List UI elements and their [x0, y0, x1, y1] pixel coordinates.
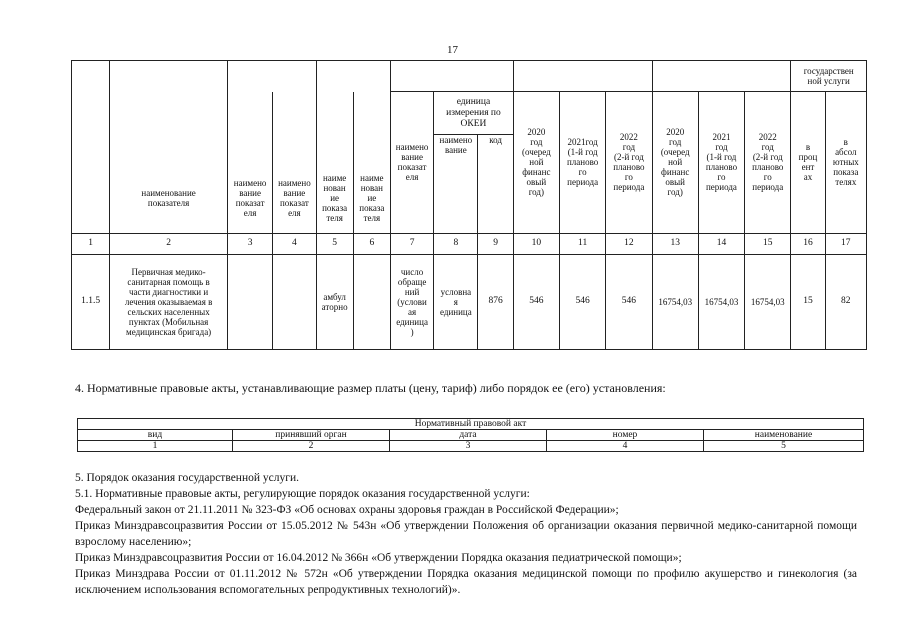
column-number: 3: [390, 441, 547, 452]
header-cell: в абсол ютных показа телях: [825, 92, 866, 234]
column-number: 5: [704, 441, 864, 452]
data-cell: условна я единица: [434, 254, 478, 349]
header-cell: 2022 год (2-й год планово го периода: [745, 92, 791, 234]
header-cell: [513, 61, 652, 92]
header-cell: [72, 61, 110, 92]
header-cell: дата: [390, 430, 547, 441]
column-number: 3: [227, 233, 272, 254]
header-cell: [110, 61, 228, 92]
header-cell: номер: [547, 430, 704, 441]
header-cell: [72, 92, 110, 135]
data-cell: 876: [478, 254, 513, 349]
header-cell: наимено вание: [434, 135, 478, 234]
section-4-title: 4. Нормативные правовые акты, устанавливающие размер платы (цену, тариф) либо порядок ее (его) установления:: [75, 381, 666, 395]
header-cell: [110, 135, 228, 163]
header-cell: [227, 135, 272, 163]
data-cell: [227, 254, 272, 349]
legal-acts-table-title: Нормативный правовой акт: [78, 419, 864, 430]
column-number: 7: [390, 233, 433, 254]
header-cell: 2020 год (очеред ной финанс овый год): [652, 92, 698, 234]
header-cell: [316, 61, 390, 92]
data-cell: число обраще ний (услови ая единица ): [390, 254, 433, 349]
header-cell: 2021 год (1-й год планово го периода: [698, 92, 744, 234]
column-number: 11: [559, 233, 605, 254]
legal-acts-table: [77, 418, 864, 452]
header-cell: наиме нован ие показа теля: [353, 163, 390, 234]
header-cell: наименование показателя: [110, 163, 228, 234]
header-cell: [72, 163, 110, 234]
column-number: 2: [233, 441, 390, 452]
header-cell: принявший орган: [233, 430, 390, 441]
column-number: 16: [791, 233, 825, 254]
header-cell: вид: [78, 430, 233, 441]
column-number: 14: [698, 233, 744, 254]
page-number: 17: [447, 44, 458, 56]
column-number: 12: [606, 233, 652, 254]
header-cell: [316, 92, 353, 135]
legal-act-line: Приказ Минздравсоцразвития России от 15.05.2012 № 543н «Об утверждении Положения об организации оказания первичной медико-санитарной помощи взрослому населению»;: [75, 520, 857, 548]
data-cell: 546: [513, 254, 559, 349]
data-cell: 15: [791, 254, 825, 349]
header-cell: [273, 92, 316, 135]
header-cell: [353, 92, 390, 135]
column-number: 15: [745, 233, 791, 254]
header-cell: наименование: [704, 430, 864, 441]
section-5-title: 5. Порядок оказания государственной услуги.: [75, 472, 299, 484]
data-cell: 82: [825, 254, 866, 349]
column-number: 13: [652, 233, 698, 254]
header-cell: [227, 61, 316, 92]
data-cell: амбул аторно: [316, 254, 353, 349]
header-cell: код: [478, 135, 513, 234]
column-number: 1: [78, 441, 233, 452]
header-cell: [110, 92, 228, 135]
header-cell: наимено вание показат еля: [390, 92, 433, 234]
header-cell: наиме нован ие показа теля: [316, 163, 353, 234]
service-name-cell: Первичная медико- санитарная помощь в части диагностики и лечения оказываемая в сельских населенных пунктах (Мобильная медицинская бригада): [110, 254, 228, 349]
column-number: 1: [72, 233, 110, 254]
table-row: [72, 254, 867, 349]
legal-act-line: Федеральный закон от 21.11.2011 № 323-ФЗ «Об основах охраны здоровья граждан в Российской Федерации»;: [75, 504, 619, 516]
header-cell: 2022 год (2-й год планово го периода: [606, 92, 652, 234]
header-cell: 2021год (1-й год планово го периода: [559, 92, 605, 234]
data-cell: 16754,03: [652, 254, 698, 349]
column-number: 9: [478, 233, 513, 254]
column-number: 4: [547, 441, 704, 452]
header-cell: [227, 92, 272, 135]
header-cell: 2020 год (очеред ной финанс овый год): [513, 92, 559, 234]
legal-act-line: Приказ Минздрава России от 01.11.2012 № 572н «Об утверждении Порядка оказания медицинской помощи по профилю акушерство и гинекология (за исключением использования вспомогательных репродуктивных технологий)».: [75, 568, 857, 596]
okei-header-cell: единица измерения по ОКЕИ: [434, 92, 513, 135]
header-cell: наимено вание показат еля: [273, 163, 316, 234]
data-cell: 546: [559, 254, 605, 349]
header-cell: [316, 135, 353, 163]
header-cell: [353, 135, 390, 163]
column-number: 5: [316, 233, 353, 254]
data-cell: 16754,03: [745, 254, 791, 349]
header-cell: [72, 135, 110, 163]
data-cell: [273, 254, 316, 349]
column-number: 17: [825, 233, 866, 254]
quality-indicators-table: [71, 60, 867, 350]
group-header-cell: государствен ной услуги: [791, 61, 867, 92]
header-cell: наимено вание показат еля: [227, 163, 272, 234]
column-number: 10: [513, 233, 559, 254]
column-number: 8: [434, 233, 478, 254]
column-number: 2: [110, 233, 228, 254]
column-number: 4: [273, 233, 316, 254]
section-5: [75, 470, 857, 598]
header-cell: [273, 135, 316, 163]
row-number-cell: 1.1.5: [72, 254, 110, 349]
data-cell: 16754,03: [698, 254, 744, 349]
column-number: 6: [353, 233, 390, 254]
data-cell: [353, 254, 390, 349]
header-cell: [652, 61, 791, 92]
legal-act-line: Приказ Минздравсоцразвития России от 16.04.2012 № 366н «Об утверждении Порядка оказания педиатрической помощи»;: [75, 552, 682, 564]
section-5-1-subtitle: 5.1. Нормативные правовые акты, регулирующие порядок оказания государственной услуги:: [75, 488, 530, 500]
header-cell: [390, 61, 513, 92]
data-cell: 546: [606, 254, 652, 349]
header-cell: в проц ент ах: [791, 92, 825, 234]
